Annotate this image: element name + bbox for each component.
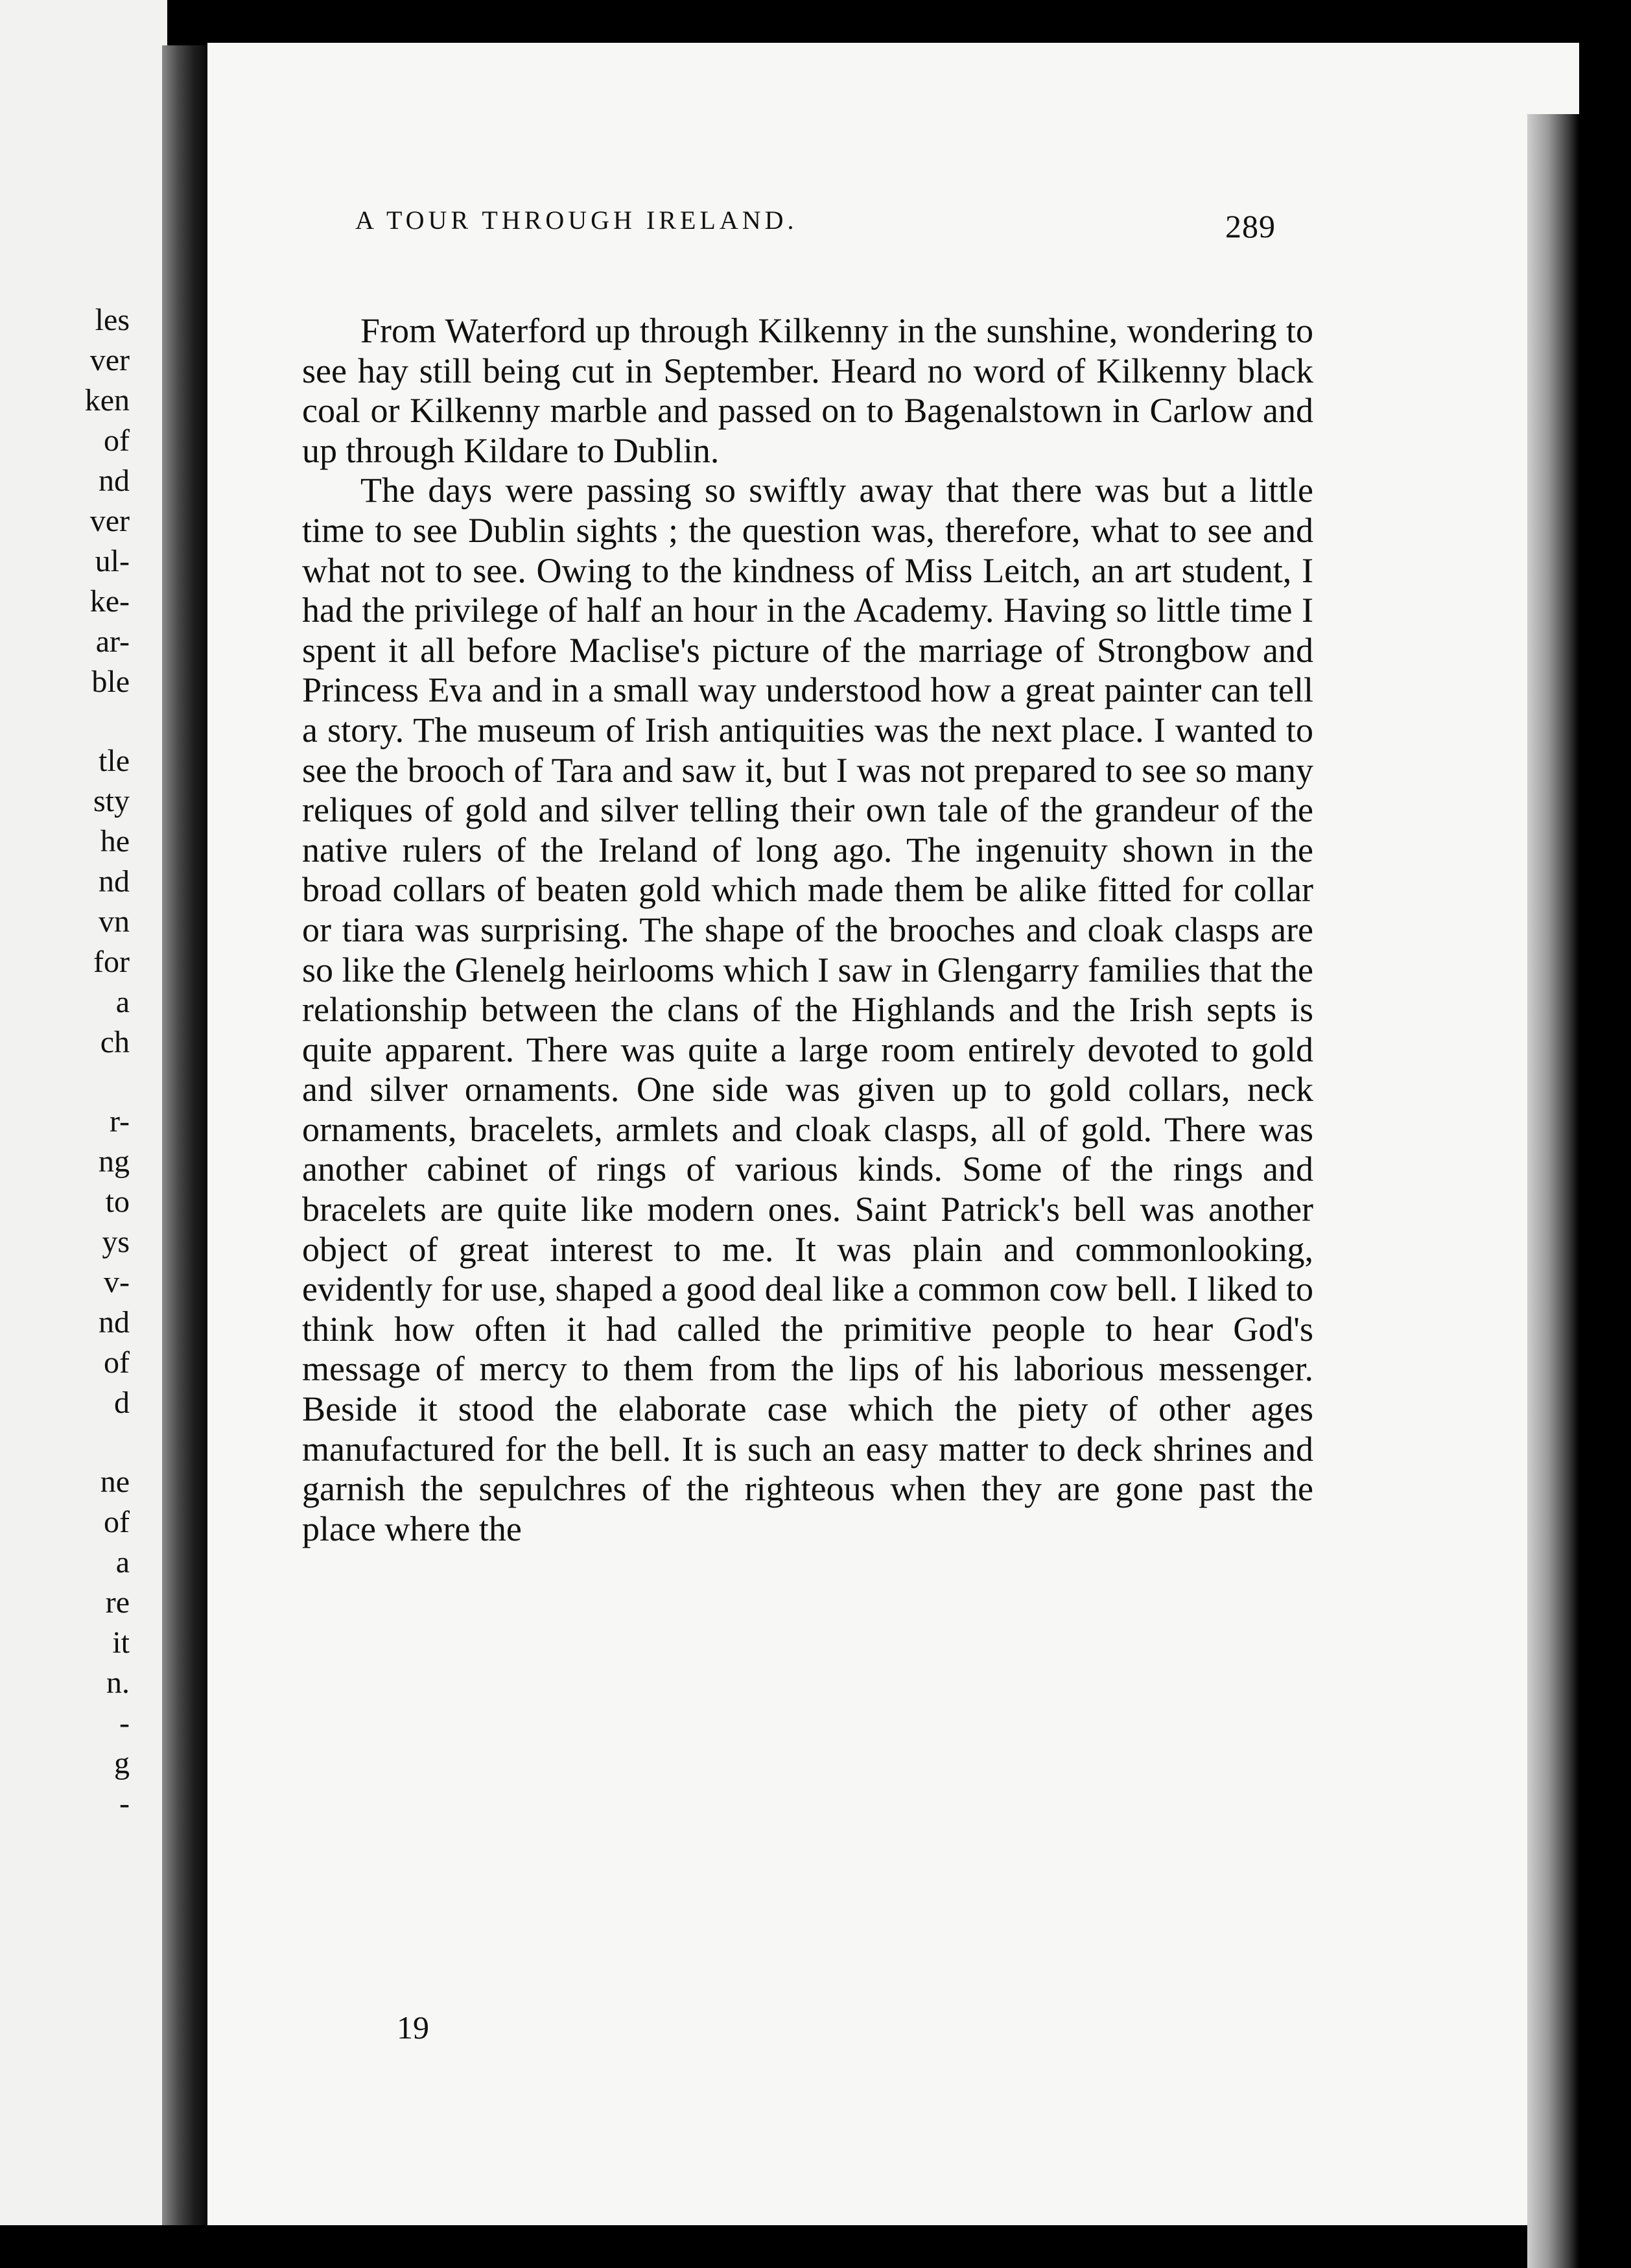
page-number: 289	[1225, 208, 1276, 244]
line-ending: ys	[102, 1225, 130, 1259]
signature-mark: 19	[397, 2009, 429, 2046]
line-ending: nd	[99, 464, 130, 498]
running-title: A TOUR THROUGH IRELAND.	[355, 206, 798, 235]
line-ending: ver	[89, 343, 130, 377]
line-ending: of	[104, 423, 130, 458]
line-ending: ken	[84, 383, 130, 418]
line-ending: tle	[99, 744, 130, 778]
book-gutter	[162, 45, 207, 2225]
line-ending: d	[114, 1386, 130, 1420]
line-ending: n.	[106, 1666, 130, 1700]
line-ending: -	[119, 1786, 130, 1821]
line-ending: of	[104, 1345, 130, 1380]
line-ending: les	[95, 303, 130, 337]
previous-page-line-endings	[0, 305, 130, 1952]
line-ending: ne	[100, 1465, 130, 1499]
line-ending: ng	[99, 1144, 130, 1179]
line-ending: vn	[99, 904, 130, 939]
line-ending: a	[115, 1545, 130, 1579]
line-ending: to	[105, 1185, 130, 1219]
line-ending: nd	[99, 1305, 130, 1340]
paragraph: From Waterford up through Kilkenny in the sunshine, wondering to see hay still being cut in September. Heard no word of Kilkenny black coal or Kilkenny marble and passed on to Bagenalstown in Carlow and up through Kildare to Dublin.	[302, 311, 1313, 470]
line-ending: re	[105, 1585, 130, 1620]
line-ending: ar-	[95, 624, 130, 659]
line-ending: ver	[89, 504, 130, 538]
line-ending: he	[100, 824, 130, 858]
line-ending: v-	[104, 1265, 130, 1299]
body-text	[302, 311, 1313, 1549]
line-ending: of	[104, 1505, 130, 1539]
line-ending: -	[119, 1706, 130, 1740]
line-ending: ul-	[95, 544, 130, 578]
line-ending: it	[112, 1625, 130, 1660]
line-ending: r-	[109, 1104, 130, 1139]
line-ending: a	[115, 985, 130, 1019]
line-ending: ch	[100, 1025, 130, 1059]
line-ending: sty	[93, 784, 130, 818]
line-ending: nd	[99, 864, 130, 899]
line-ending: for	[93, 945, 130, 979]
line-ending: g	[114, 1746, 130, 1780]
line-ending: ke-	[89, 584, 130, 619]
line-ending: ble	[91, 665, 130, 699]
page-edge-shadow	[1527, 114, 1579, 2268]
paragraph: The days were passing so swiftly away that there was but a little time to see Dublin sights ; the question was, therefore, what to see and what not to see. Owing to the kindness of Miss Leitch, an art student, I had the privilege of half an hour in the Academy. Having so little time I spent it all before Maclise's picture of the marriage of Strongbow and Princess Eva and in a small way understood how a great painter can tell a story. The museum of Irish antiquities was the next place. I wanted to see the brooch of Tara and saw it, but I was not prepared to see so many reliques of gold and silver telling their own tale of the grandeur of the native rulers of the Ireland of long ago. The ingenuity shown in the broad collars of beaten gold which made them be alike fitted for collar or tiara was surprising. The shape of the brooches and cloak clasps are so like the Glenelg heirlooms which I saw in Glengarry families that the relationship between the clans of the Highlands and the Irish septs is quite apparent. There was quite a large room entirely devoted to gold and silver ornaments. One side was given up to gold collars, neck ornaments, bracelets, armlets and cloak clasps, all of gold. There was another cabinet of rings of various kinds. Some of the rings and bracelets are quite like modern ones. Saint Patrick's bell was another object of great interest to me. It was plain and commonlooking, evidently for use, shaped a good deal like a common cow bell. I liked to think how often it had called the primitive people to hear God's message of mercy to them from the lips of his laborious messenger. Beside it stood the elaborate case which the piety of other ages manufactured for the bell. It is such an easy matter to deck shrines and garnish the sepulchres of the righteous when they are gone past the place where the	[302, 471, 1313, 1548]
previous-page	[0, 0, 167, 2225]
